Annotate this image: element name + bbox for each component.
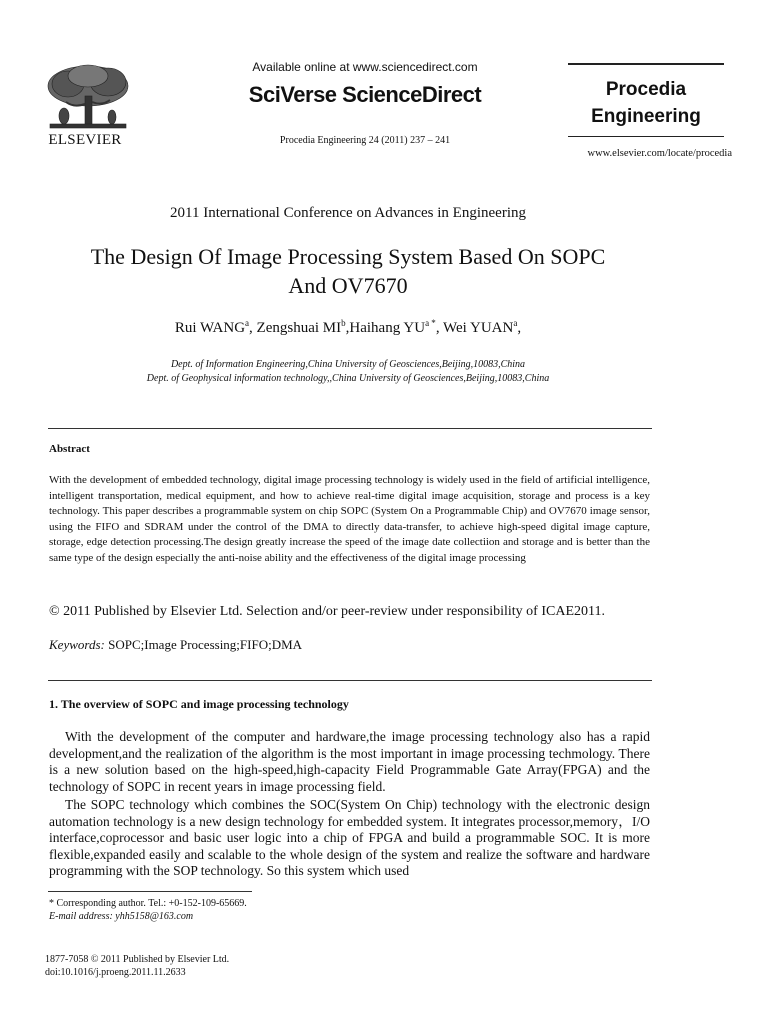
author-list [0,318,696,337]
author-affiliation-mark: b [341,318,346,328]
author-separator: , [435,320,444,336]
affiliation-2: Dept. of Geophysical information technology,,China University of Geosciences,Beijing,10083,China [146,373,550,384]
author-affiliation-mark: a [245,318,250,328]
journal-name [568,76,724,130]
footnote-rule [48,891,252,892]
section-heading: 1. The overview of SOPC and image processing technology [49,697,349,711]
body-paragraph-2: The SOPC technology which combines the SOC(System On Chip) technology with the electronic design automation technology is a new design technology for embedded system. It integrates processor,memory，I/O interface,coprocessor and basic user logic into a chip of FPGA and build a programmable SOC. It is more flexible,expanded easily and scalable to the whole design of the system and realize the software and hardware programming with the SOP technology. So this system which used [49,797,650,879]
footer-doi[interactable]: doi:10.1016/j.proeng.2011.11.2633 [45,967,186,978]
copyright-notice: © 2011 Published by Elsevier Ltd. Selection and/or peer-review under responsibility of ICAE2011. [49,604,605,619]
author-name: Wei YUAN [443,320,514,336]
author-name: Haihang YU [349,320,426,336]
sciverse-logo-text: SciVerse ScienceDirect [248,82,482,107]
available-online-text[interactable]: Available online at www.sciencedirect.com [252,60,478,74]
title-line-2: And OV7670 [288,273,408,298]
footnote-email[interactable]: E-mail address: yhh5158@163.com [49,911,194,922]
keywords-line [49,637,650,653]
keywords-label: Keywords: [49,637,105,652]
body-paragraph-1: With the development of the computer and hardware,the image processing technology also has a rapid development,and the realization of the algorithm is the most important in image processing techmology. There is a new solution based on the high-speed,high-capacity Field Programmable Gate Array(FPGA) and the technology of SOPC in recent years in image processing field. [49,729,650,794]
journal-name-line1: Procedia [605,79,687,100]
abstract-top-rule [48,428,652,429]
abstract-text: With the development of embedded technology, digital image processing technology is widely used in the field of artificial intelligence, intelligent transportation, medical equipment, and how to achieve real-time digital image acquisition, storage and process is a key technology. This paper describes a programmable system on chip SOPC (System On a Programmable Chip) and OV7670 image sensor, using the FIFO and SDRAM under the control of the DMA to directly data-transfer, to achieve high-speed digital image capture, storage, edge detection processing.The design greatly increase the speed of the image date collectiion and storage and is better than the same type of the design especially the anti-noise ability and the effectiveness of the digital image processing [49,474,650,564]
journal-url[interactable]: www.elsevier.com/locate/procedia [587,148,732,159]
footer-issn: 1877-7058 © 2011 Published by Elsevier Ltd. [45,954,230,965]
author-affiliation-mark: a * [425,318,436,328]
paper-title [40,242,656,300]
footnote-corresponding-author: * Corresponding author. Tel.: +0-152-109-65669. [49,898,247,909]
author-separator: , [249,320,257,336]
journal-reference: Procedia Engineering 24 (2011) 237 – 241 [279,135,451,146]
author-affiliation-mark: a [513,318,518,328]
journal-rule-bottom [568,136,724,137]
author-separator: , [345,320,350,336]
author-name: Zengshuai MI [256,320,342,336]
author-name: Rui WANG [174,320,246,336]
author-separator: , [517,320,522,336]
title-line-1: The Design Of Image Processing System Based On SOPC [90,244,606,269]
publisher-name: ELSEVIER [48,132,122,148]
conference-name: 2011 International Conference on Advances in Engineering [170,205,526,221]
abstract-bottom-rule [48,680,652,681]
journal-rule-top [568,63,724,65]
affiliation-1: Dept. of Information Engineering,China University of Geosciences,Beijing,10083,China [170,359,526,370]
journal-name-line2: Engineering [591,106,701,127]
abstract-heading: Abstract [49,443,90,455]
keywords-value: SOPC;Image Processing;FIFO;DMA [104,637,303,652]
